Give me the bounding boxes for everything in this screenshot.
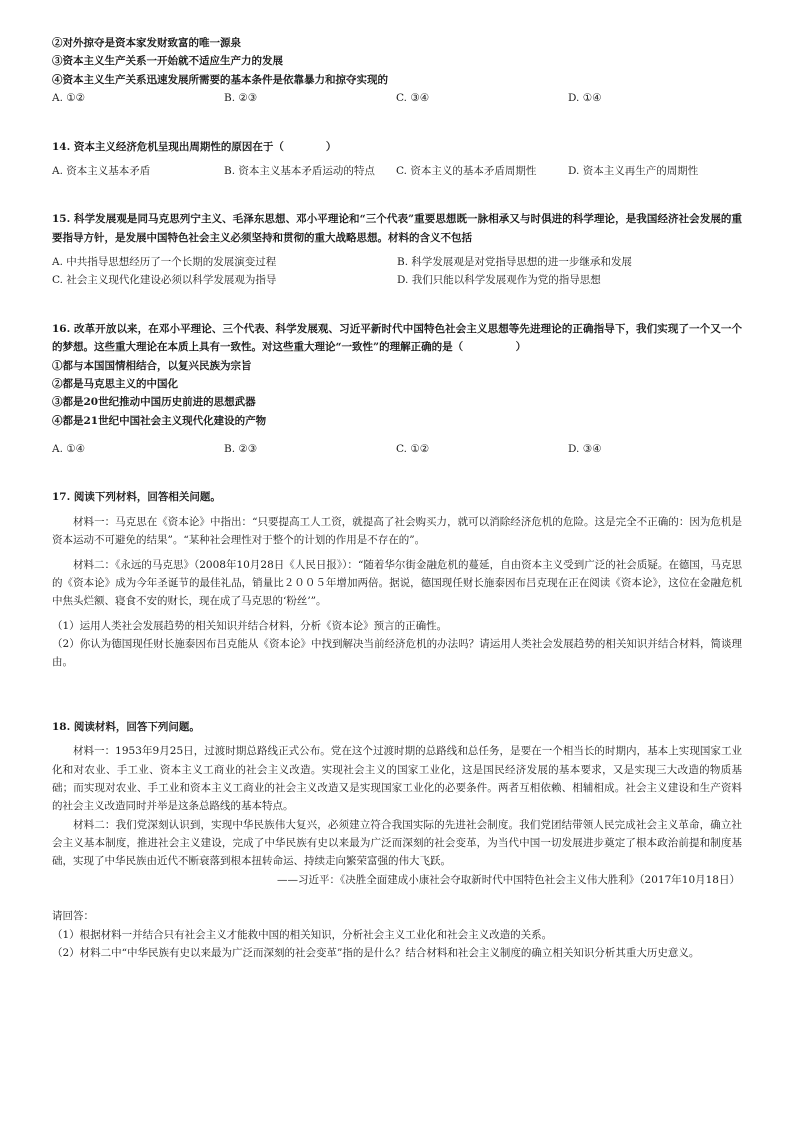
q17-stem: 17. 阅读下列材料，回答相关问题。 bbox=[52, 491, 221, 504]
q18-material-1: 材料一：1953年9月25日，过渡时期总路线正式公布。党在这个过渡时期的总路线和总任务，是要在一个相当长的时期内，基本上实现国家工业化和对农业、手工业、资本主义工商业的社会主义改造。实现社会主义的国家工业化，这是国民经济发展的基本要求，又是实现三大改造的物质基础；而实现对农业、手工业和资本主义工商业的社会主义改造又是实现国家工业化的必要条件。两者互相依赖、相辅相成。社会主义建设和生产资料的社会主义改造同时并举是这条总路线的基本特点。 bbox=[52, 745, 742, 813]
q15-options-row-1 bbox=[52, 253, 742, 271]
q16-option-a[interactable]: A. ①④ bbox=[52, 443, 86, 455]
q18-subquestion-1: （1）根据材料一并结合只有社会主义才能救中国的相关知识，分析社会主义工业化和社会主义改造的关系。 bbox=[52, 928, 553, 941]
q16-item-2: ②都是马克思主义的中国化 bbox=[52, 377, 178, 390]
q18-source: ——习近平：《决胜全面建成小康社会夺取新时代中国特色社会主义伟大胜利》（2017年10月18日） bbox=[277, 873, 740, 886]
q17-subquestion-1: （1）运用人类社会发展趋势的相关知识并结合材料，分析《资本论》预言的正确性。 bbox=[52, 619, 448, 632]
q13-item-2: ②对外掠夺是资本家发财致富的唯一源泉 bbox=[52, 37, 241, 49]
q15-option-c[interactable]: C. 社会主义现代化建设必须以科学发展观为指导 bbox=[52, 274, 277, 287]
q14-stem: 14. 资本主义经济危机呈现出周期性的原因在于（ ） bbox=[52, 140, 337, 153]
q16-block bbox=[52, 320, 742, 459]
q15-block bbox=[52, 210, 742, 290]
q18-prompt: 请回答： bbox=[52, 910, 94, 923]
q16-item-3: ③都是20世纪推动中国历史前进的思想武器 bbox=[52, 396, 256, 409]
q15-options-row-2 bbox=[52, 271, 742, 289]
q13-block bbox=[52, 34, 742, 108]
q16-option-b[interactable]: B. ②③ bbox=[224, 443, 258, 455]
q13-option-b[interactable]: B. ②③ bbox=[224, 92, 258, 105]
q14-options bbox=[52, 162, 742, 180]
q13-option-a[interactable]: A. ①② bbox=[52, 92, 86, 105]
q13-option-d[interactable]: D. ①④ bbox=[568, 92, 602, 105]
q18-material-2: 材料二：我们党深刻认识到，实现中华民族伟大复兴，必须建立符合我国实际的先进社会制度。我们党团结带领人民完成社会主义革命，确立社会主义基本制度，推进社会主义建设，完成了中华民族有史以来最为广泛而深刻的社会变革，为当代中国一切发展进步奠定了根本政治前提和制度基础，实现了中华民族由近代不断衰落到根本扭转命运、持续走向繁荣富强的伟大飞跃。 bbox=[52, 818, 742, 868]
q18-stem: 18. 阅读材料，回答下列问题。 bbox=[52, 720, 200, 733]
q16-option-d[interactable]: D. ③④ bbox=[568, 443, 602, 455]
q18-subquestion-2: （2）材料二中“中华民族有史以来最为广泛而深刻的社会变革”指的是什么？结合材料和社会主义制度的确立相关知识分析其重大历史意义。 bbox=[52, 946, 700, 959]
q14-option-c[interactable]: C. 资本主义的基本矛盾周期性 bbox=[396, 164, 537, 177]
q15-option-a[interactable]: A. 中共指导思想经历了一个长期的发展演变过程 bbox=[52, 256, 277, 268]
q13-option-c[interactable]: C. ③④ bbox=[396, 92, 430, 105]
q16-options bbox=[52, 440, 742, 458]
q13-item-3: ③资本主义生产关系一开始就不适应生产力的发展 bbox=[52, 55, 283, 68]
q16-option-c[interactable]: C. ①② bbox=[396, 443, 430, 455]
q14-block bbox=[52, 138, 742, 181]
q18-block bbox=[52, 718, 742, 963]
q17-material-2: 材料二：《永远的马克思》（2008年10月28日《人民日报》）：“随着华尔街金融危机的蔓延，自由资本主义受到广泛的社会质疑。在德国，马克思的《资本论》成为今年圣诞节的最佳礼品，销量比２００５年增加两倍。据说，德国现任财长施泰因布吕克现在正在阅读《资本论》，这位在金融危机中焦头烂额、寝食不安的财长，现在成了马克思的‘粉丝’”。 bbox=[52, 558, 742, 608]
q13-options bbox=[52, 89, 742, 107]
q17-subquestion-2: （2）你认为德国现任财长施泰因布吕克能从《资本论》中找到解决当前经济危机的办法吗？请运用人类社会发展趋势的相关知识并结合材料，简谈理由。 bbox=[52, 638, 742, 669]
q16-stem: 16. 改革开放以来，在邓小平理论、三个代表、科学发展观、习近平新时代中国特色社会主义思想等先进理论的正确指导下，我们实现了一个又一个的梦想。这些重大理论在本质上具有一致性。对这些重大理论“一致性”的理解正确的是（ ） bbox=[52, 322, 742, 354]
q16-item-1: ①都与本国国情相结合，以复兴民族为宗旨 bbox=[52, 359, 252, 372]
q17-block bbox=[52, 488, 742, 671]
q15-option-d[interactable]: D. 我们只能以科学发展观作为党的指导思想 bbox=[397, 274, 601, 287]
q15-option-b[interactable]: B. 科学发展观是对党指导思想的进一步继承和发展 bbox=[397, 256, 632, 268]
q14-option-b[interactable]: B. 资本主义基本矛盾运动的特点 bbox=[224, 164, 375, 177]
exam-page bbox=[52, 34, 742, 962]
q16-item-4: ④都是21世纪中国社会主义现代化建设的产物 bbox=[52, 414, 267, 427]
q15-stem: 15. 科学发展观是同马克思列宁主义、毛泽东思想、邓小平理论和“三个代表”重要思想既一脉相承又与时俱进的科学理论，是我国经济社会发展的重要指导方针，是发展中国特色社会主义必须坚持和贯彻的重大战略思想。材料的含义不包括 bbox=[52, 213, 742, 244]
q13-item-4: ④资本主义生产关系迅速发展所需要的基本条件是依靠暴力和掠夺实现的 bbox=[52, 73, 388, 86]
q14-option-a[interactable]: A. 资本主义基本矛盾 bbox=[52, 164, 151, 177]
q17-material-1: 材料一：马克思在《资本论》中指出：“只要提高工人工资，就提高了社会购买力，就可以消除经济危机的危险。这是完全不正确的：因为危机是资本运动不可避免的结果”。“某种社会理性对于整个的计划的作用是不存在的”。 bbox=[52, 515, 742, 547]
q14-option-d[interactable]: D. 资本主义再生产的周期性 bbox=[568, 164, 699, 177]
